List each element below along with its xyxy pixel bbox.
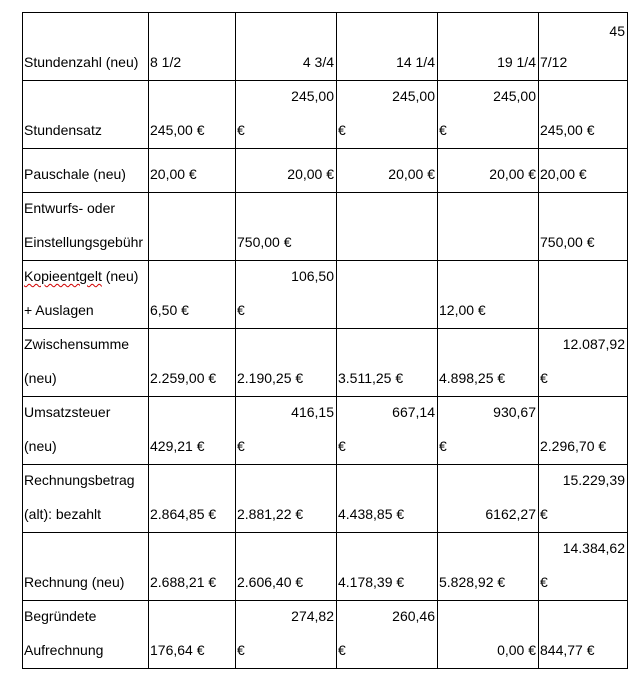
cell-value: 6,50 € xyxy=(150,302,189,318)
value-cell xyxy=(539,329,628,397)
row-label: Aufrechnung xyxy=(24,642,104,658)
row-label-cell xyxy=(23,329,149,397)
cell-unit: € xyxy=(237,122,245,138)
value-cell xyxy=(337,193,438,261)
cell-unit: € xyxy=(338,642,346,658)
row-label-cell xyxy=(23,601,149,669)
value-cell xyxy=(337,397,438,465)
cell-value: 106,50 xyxy=(291,268,334,284)
value-cell xyxy=(236,397,337,465)
cell-value: 667,14 xyxy=(392,404,435,420)
value-cell xyxy=(539,149,628,193)
row-label: Rechnungsbetrag xyxy=(24,472,135,488)
cell-value: 245,00 € xyxy=(540,122,595,138)
value-cell xyxy=(149,601,236,669)
cell-unit: € xyxy=(540,506,548,522)
cell-value: 14 1/4 xyxy=(396,54,435,70)
value-cell xyxy=(438,81,539,149)
value-cell xyxy=(236,149,337,193)
cell-value: 2.688,21 € xyxy=(150,574,217,590)
value-cell xyxy=(149,193,236,261)
cell-value: 2.881,22 € xyxy=(237,506,304,522)
cell-value: 7/12 xyxy=(540,54,568,70)
value-cell xyxy=(438,149,539,193)
value-cell xyxy=(539,13,628,81)
cell-value: 0,00 € xyxy=(497,642,536,658)
cell-value: 14.384,62 xyxy=(562,540,625,556)
cell-value: 429,21 € xyxy=(150,438,205,454)
row-label: Umsatzsteuer xyxy=(24,404,111,420)
cell-unit: € xyxy=(237,302,245,318)
cell-value: 20,00 € xyxy=(150,166,197,182)
row-label-cell xyxy=(23,149,149,193)
value-cell xyxy=(438,601,539,669)
cell-value: 844,77 € xyxy=(540,642,595,658)
cell-value: 8 1/2 xyxy=(150,54,182,70)
cell-value: 2.190,25 € xyxy=(237,370,304,386)
value-cell xyxy=(539,397,628,465)
value-cell xyxy=(438,261,539,329)
row-label: Stundenzahl (neu) xyxy=(24,54,139,70)
cell-unit: € xyxy=(338,438,346,454)
row-label: Kopieentgelt (neu) xyxy=(24,268,139,284)
cell-value: 45 xyxy=(609,23,625,39)
cell-value: 4.178,39 € xyxy=(338,574,405,590)
value-cell xyxy=(539,533,628,601)
value-cell xyxy=(236,329,337,397)
cell-unit: € xyxy=(338,122,346,138)
row-label-cell xyxy=(23,533,149,601)
value-cell xyxy=(438,397,539,465)
cell-value: 2.864,85 € xyxy=(150,506,217,522)
value-cell xyxy=(149,329,236,397)
cell-value: 4 3/4 xyxy=(302,54,334,70)
row-label: Zwischensumme xyxy=(24,336,130,352)
row-label: Entwurfs- oder xyxy=(24,200,116,216)
value-cell xyxy=(149,397,236,465)
cell-unit: € xyxy=(237,642,245,658)
cell-unit: € xyxy=(439,438,447,454)
row-label: Pauschale (neu) xyxy=(24,166,126,182)
row-label: (neu) xyxy=(24,438,57,454)
cell-value: 20,00 € xyxy=(489,166,536,182)
value-cell xyxy=(149,261,236,329)
row-label-cell xyxy=(23,465,149,533)
table-row xyxy=(23,261,628,329)
row-label-cell xyxy=(23,13,149,81)
row-label: Begründete xyxy=(24,608,97,624)
cell-value: 6162,27 xyxy=(485,506,536,522)
cell-value: 20,00 € xyxy=(287,166,334,182)
cell-value: 260,46 xyxy=(392,608,435,624)
value-cell xyxy=(337,601,438,669)
cell-value: 750,00 € xyxy=(540,234,595,250)
table-row xyxy=(23,329,628,397)
value-cell xyxy=(236,193,337,261)
value-cell xyxy=(337,149,438,193)
value-cell xyxy=(149,533,236,601)
value-cell xyxy=(337,261,438,329)
cell-value: 930,67 xyxy=(493,404,536,420)
cell-value: 4.438,85 € xyxy=(338,506,405,522)
row-label: (alt): bezahlt xyxy=(24,506,102,522)
cell-value: 750,00 € xyxy=(237,234,292,250)
cell-value: 5.828,92 € xyxy=(439,574,506,590)
value-cell xyxy=(337,81,438,149)
value-cell xyxy=(438,13,539,81)
row-label-cell xyxy=(23,397,149,465)
cell-value: 245,00 xyxy=(493,88,536,104)
value-cell xyxy=(438,533,539,601)
cell-value: 245,00 xyxy=(291,88,334,104)
value-cell xyxy=(438,329,539,397)
cell-unit: € xyxy=(439,122,447,138)
table-row xyxy=(23,533,628,601)
value-cell xyxy=(539,261,628,329)
value-cell xyxy=(539,193,628,261)
cell-value: 2.606,40 € xyxy=(237,574,304,590)
cell-value: 12.087,92 xyxy=(562,336,625,352)
cell-value: 15.229,39 xyxy=(562,472,625,488)
table-row xyxy=(23,149,628,193)
invoice-table xyxy=(22,12,628,669)
cell-unit: € xyxy=(540,574,548,590)
cell-value: 4.898,25 € xyxy=(439,370,506,386)
row-label-cell xyxy=(23,193,149,261)
row-label: Rechnung (neu) xyxy=(24,574,125,590)
value-cell xyxy=(337,465,438,533)
row-label-cell xyxy=(23,261,149,329)
value-cell xyxy=(438,465,539,533)
value-cell xyxy=(149,149,236,193)
row-label-cell xyxy=(23,81,149,149)
row-label: Einstellungsgebühr xyxy=(24,234,144,250)
value-cell xyxy=(236,533,337,601)
table-row xyxy=(23,601,628,669)
value-cell xyxy=(539,81,628,149)
value-cell xyxy=(236,81,337,149)
table-row xyxy=(23,193,628,261)
table-row xyxy=(23,13,628,81)
value-cell xyxy=(236,13,337,81)
cell-value: 245,00 € xyxy=(150,122,205,138)
cell-value: 274,82 xyxy=(291,608,334,624)
value-cell xyxy=(337,13,438,81)
value-cell xyxy=(337,329,438,397)
cell-value: 3.511,25 € xyxy=(338,370,404,386)
cell-value: 2.259,00 € xyxy=(150,370,217,386)
cell-value: 20,00 € xyxy=(540,166,587,182)
cell-value: 12,00 € xyxy=(439,302,486,318)
value-cell xyxy=(236,465,337,533)
value-cell xyxy=(337,533,438,601)
row-label: Stundensatz xyxy=(24,122,102,138)
cell-value: 176,64 € xyxy=(150,642,205,658)
cell-value: 416,15 xyxy=(291,404,334,420)
value-cell xyxy=(149,465,236,533)
cell-unit: € xyxy=(237,438,245,454)
value-cell xyxy=(236,601,337,669)
cell-unit: € xyxy=(540,370,548,386)
row-label: + Auslagen xyxy=(24,302,94,318)
value-cell xyxy=(539,465,628,533)
value-cell xyxy=(438,193,539,261)
value-cell xyxy=(539,601,628,669)
cell-value: 19 1/4 xyxy=(497,54,536,70)
table-row xyxy=(23,397,628,465)
value-cell xyxy=(149,13,236,81)
cell-value: 245,00 xyxy=(392,88,435,104)
cell-value: 20,00 € xyxy=(388,166,435,182)
row-label: (neu) xyxy=(24,370,57,386)
table-row xyxy=(23,465,628,533)
table-row xyxy=(23,81,628,149)
cell-value: 2.296,70 € xyxy=(540,438,607,454)
value-cell xyxy=(236,261,337,329)
value-cell xyxy=(149,81,236,149)
